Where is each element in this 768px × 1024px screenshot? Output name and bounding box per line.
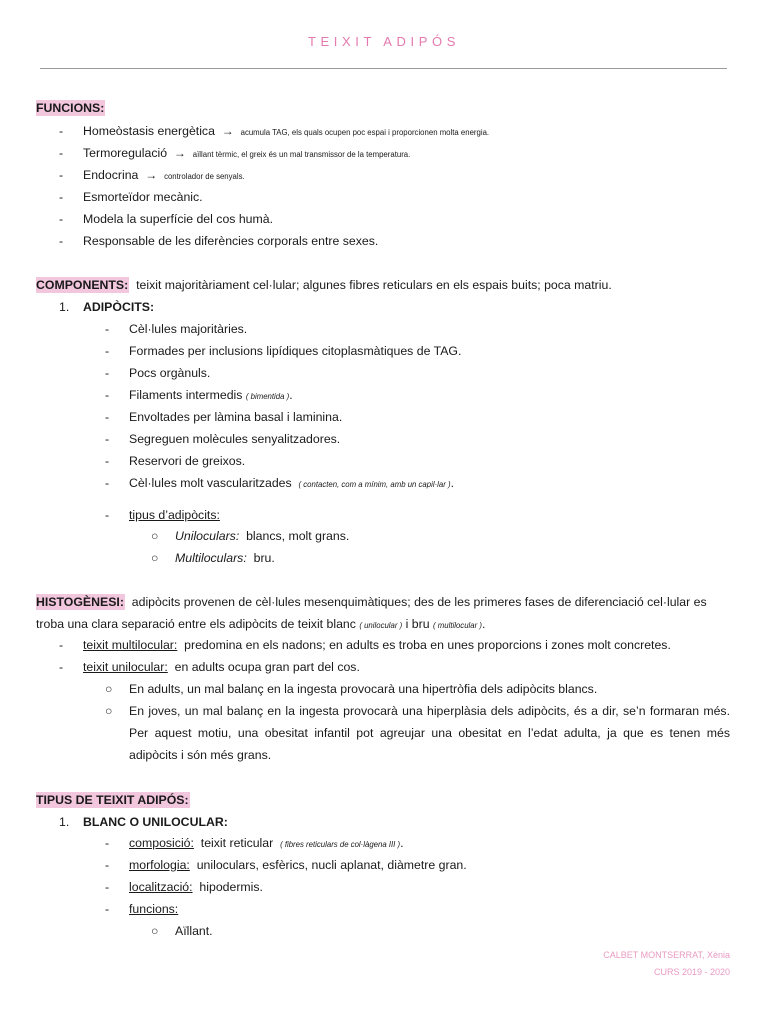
- tipus-teixit-heading: TIPUS DE TEIXIT ADIPÓS:: [36, 793, 189, 807]
- funcions-item: -: [59, 168, 64, 182]
- circle-bullet: ○: [151, 551, 159, 565]
- adipocits-item-text: Reservori de greixos.: [129, 454, 246, 468]
- blanc-item: -: [105, 836, 110, 850]
- funcions-item-text: Termoregulació → aïllant tèrmic, el greix és un mal transmissor de la temperatura.: [83, 146, 411, 160]
- funcions-item: -: [59, 124, 64, 138]
- adipocits-item-text: Filaments intermedis ( bimentida ).: [129, 388, 293, 402]
- blanc-number: 1.: [59, 815, 70, 829]
- blanc-funcions-subitem: Aïllant.: [175, 924, 213, 938]
- blanc-item: -: [105, 880, 110, 894]
- tipus-adipocits-item: -: [105, 508, 110, 522]
- adipocits-number: 1.: [59, 300, 70, 314]
- blanc-item-text: funcions:: [129, 902, 179, 916]
- funcions-item-text: Modela la superfície del cos humà.: [83, 212, 274, 226]
- adipocits-item-text: Pocs orgànuls.: [129, 366, 211, 380]
- circle-bullet: ○: [151, 924, 159, 938]
- histogenesi-paragraph-line1: HISTOGÈNESI: adipòcits provenen de cèl·lules mesenquimàtiques; des de les primeres fases de diferenciació cel·lular es: [36, 595, 707, 609]
- funcions-item-text: Esmorteïdor mecànic.: [83, 190, 203, 204]
- funcions-item: -: [59, 190, 64, 204]
- adipocits-item: -: [105, 366, 110, 380]
- blanc-item: -: [105, 902, 110, 916]
- adipocits-item: -: [105, 410, 110, 424]
- circle-bullet: ○: [151, 529, 159, 543]
- funcions-item-text: Homeòstasis energètica → acumula TAG, els quals ocupen poc espai i proporcionen molta energia.: [83, 124, 490, 138]
- circle-bullet: ○: [105, 682, 113, 696]
- funcions-item: -: [59, 212, 64, 226]
- adipocits-item: -: [105, 454, 110, 468]
- histogenesi-paragraph-line2: troba una clara separació entre els adipòcits de teixit blanc ( unilocular ) i bru ( multilocular ).: [36, 617, 486, 631]
- adipocits-item-text: Cèl·lules majoritàries.: [129, 322, 248, 336]
- histogenesi-item-text: teixit multilocular: predomina en els nadons; en adults es troba en unes proporcions i zones molt concretes.: [83, 638, 671, 652]
- blanc-item-text: morfologia: uniloculars, esfèrics, nucli aplanat, diàmetre gran.: [129, 858, 467, 872]
- blanc-item-text: composició: teixit reticular ( fibres reticulars de col·làgena III ).: [129, 836, 404, 850]
- page-title: TEIXIT ADIPÓS: [307, 34, 461, 49]
- adipocits-item-text: Segreguen molècules senyalitzadores.: [129, 432, 341, 446]
- footer-author: CALBET MONTSERRAT, Xènia: [603, 950, 730, 960]
- histogenesi-item: -: [59, 638, 64, 652]
- histogenesi-subitem-paragraph: En joves, un mal balanç en la ingesta provocarà una hiperplàsia dels adipòcits, és a dir, se’n formaran més. Per aquest motiu, una obesitat infantil pot agreujar una obesitat en l’edat adulta, ja que es tenen més adipòcits i són més grans.: [129, 704, 730, 762]
- adipocits-item: -: [105, 322, 110, 336]
- funcions-item-text: Endocrina → controlador de senyals.: [83, 168, 245, 182]
- components-paragraph: COMPONENTS: teixit majoritàriament cel·lular; algunes fibres reticulars en els espais buits; poca matriu.: [36, 278, 612, 292]
- adipocits-item-text: Envoltades per làmina basal i laminina.: [129, 410, 343, 424]
- blanc-heading: BLANC O UNILOCULAR:: [83, 815, 228, 829]
- histogenesi-item: -: [59, 660, 64, 674]
- circle-bullet: ○: [105, 704, 113, 718]
- adipocits-item: -: [105, 432, 110, 446]
- tipus-adipocits-subitem: Multiloculars: bru.: [175, 551, 275, 565]
- tipus-adipocits-subitem: Uniloculars: blancs, molt grans.: [175, 529, 350, 543]
- blanc-item: -: [105, 858, 110, 872]
- funcions-heading: FUNCIONS:: [36, 101, 105, 115]
- adipocits-item: -: [105, 388, 110, 402]
- histogenesi-subitem: En adults, un mal balanç en la ingesta provocarà una hipertròfia dels adipòcits blancs.: [129, 682, 598, 696]
- adipocits-item-text: Formades per inclusions lipídiques citoplasmàtiques de TAG.: [129, 344, 462, 358]
- blanc-item-text: localització: hipodermis.: [129, 880, 263, 894]
- funcions-item: -: [59, 234, 64, 248]
- histogenesi-item-text: teixit unilocular: en adults ocupa gran part del cos.: [83, 660, 360, 674]
- title-divider: [40, 68, 727, 69]
- footer-course: CURS 2019 - 2020: [653, 967, 730, 977]
- funcions-item-text: Responsable de les diferències corporals entre sexes.: [83, 234, 379, 248]
- adipocits-heading: ADIPÒCITS:: [83, 300, 155, 314]
- adipocits-item: -: [105, 476, 110, 490]
- adipocits-item-text: Cèl·lules molt vascularitzades ( contacten, com a mínim, amb un capil·lar ).: [129, 476, 455, 490]
- adipocits-item: -: [105, 344, 110, 358]
- funcions-item: -: [59, 146, 64, 160]
- tipus-adipocits-label: tipus d’adipòcits:: [129, 508, 220, 522]
